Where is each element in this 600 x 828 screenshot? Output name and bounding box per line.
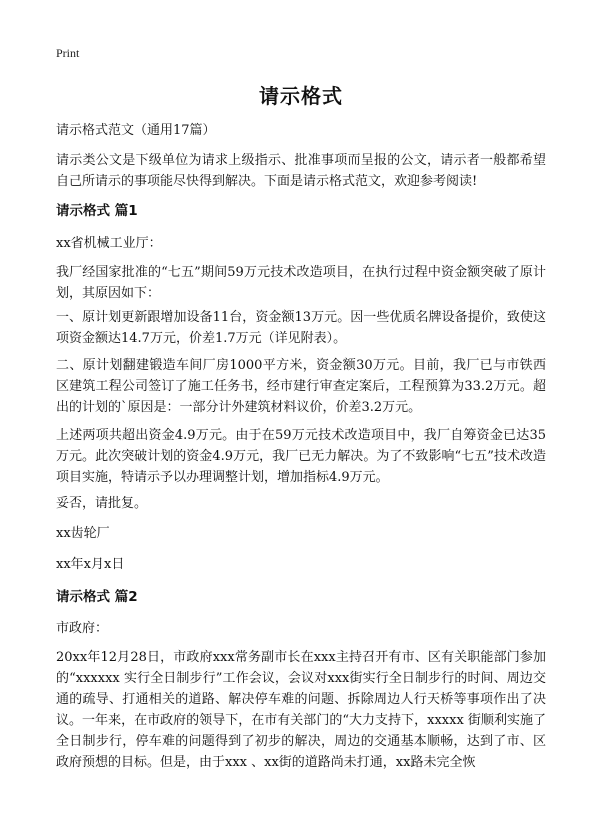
body-paragraph: 20xx年12月28日，市政府xxx常务副市长在xxx主持召开有市、区有关职能部门参加的“xxxxxx 实行全日制步行”工作会议，会议对xxx街实行全日制步行的时间、周边交通的疏导、打通相关的道路、解决停车难的问题、拆除周边人行天桥等事项作出了决议。一年来，在市政府的领导下，在市有关部门的“大力支持下，xxxxx 街顺利实施了全日制步行，停车难的问题得到了初步的解决，周边的交通基本顺畅，达到了市、区政府预想的目标。但是，由于xxx 、xx街的道路尚未打通，xx路未完全恢 [56, 650, 546, 770]
print-link[interactable]: Print [56, 46, 80, 60]
section-heading-1: 请示格式 篇1 [56, 203, 138, 219]
body-paragraph: 上述两项共超出资金4.9万元。由于在59万元技术改造项目中，我厂自筹资金已达35万元。此次突破计划的资金4.9万元，我厂已无力解决。为了不致影响“七五”技术改造项目实施，特请示予以办理调整计划，增加指标4.9万元。 [56, 428, 546, 485]
intro-paragraph: 请示类公文是下级单位为请求上级指示、批准事项而呈报的公文，请示者一般都希望自己所请示的事项能尽快得到解决。下面是请示格式范文，欢迎参考阅读! [56, 153, 546, 189]
salutation-paragraph: xx省机械工业厅： [56, 236, 162, 251]
signature-date: xx年x月x日 [56, 557, 125, 572]
closing-paragraph: 妥否，请批复。 [56, 496, 148, 511]
salutation-paragraph: 市政府： [56, 621, 109, 636]
body-paragraph: 二、原计划翻建锻造车间厂房1000平方米，资金额30万元。目前，我厂已与市铁西区建筑工程公司签订了施工任务书，经市建行审查定案后，工程预算为33.2万元。超出的计划的`原因是：一部分计外建筑材料议价，价差3.2万元。 [56, 358, 546, 415]
section-heading-2: 请示格式 篇2 [56, 589, 138, 605]
document-subtitle: 请示格式范文（通用17篇） [56, 123, 216, 138]
body-paragraph: 我厂经国家批准的“七五”期间59万元技术改造项目，在执行过程中资金额突破了原计划，其原因如下： [56, 265, 546, 301]
signature-org: xx齿轮厂 [56, 526, 110, 541]
document-title: 请示格式 [259, 84, 343, 108]
body-paragraph: 一、原计划更新跟增加设备11台，资金额13万元。因一些优质名牌设备提价，致使这项资金额达14.7万元，价差1.7万元（详见附表）。 [56, 310, 546, 346]
